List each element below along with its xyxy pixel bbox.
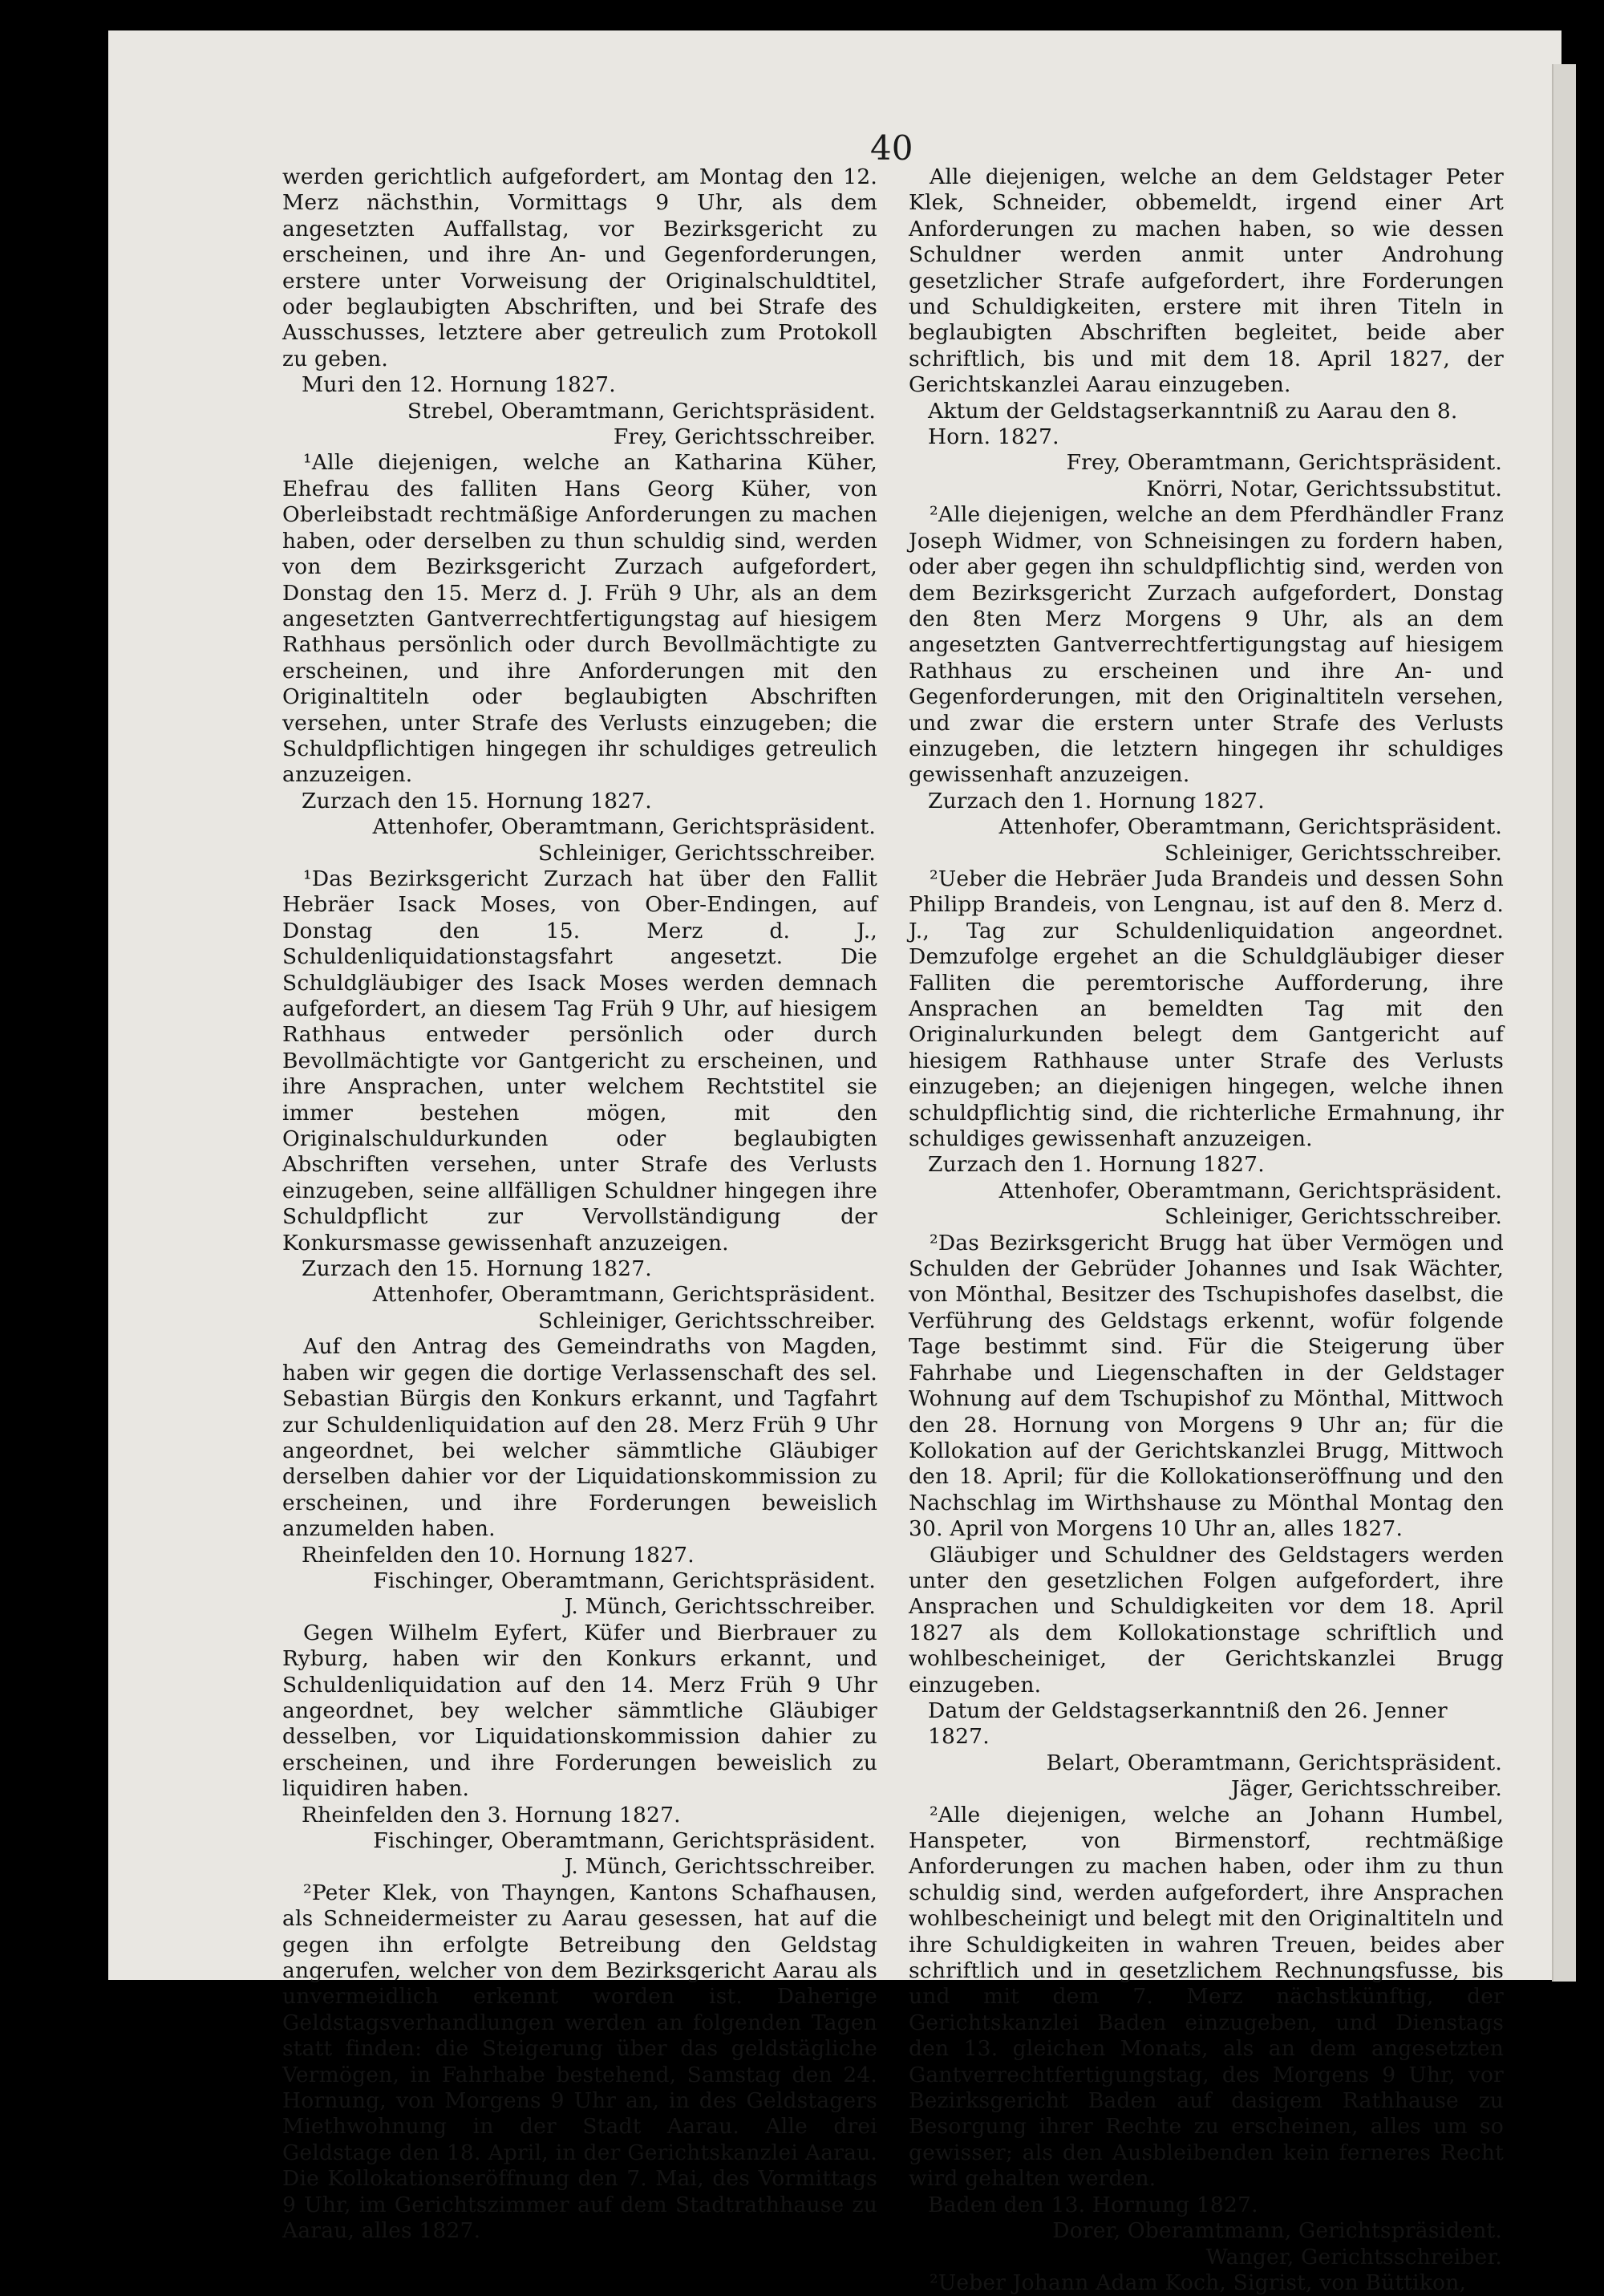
dateline: Zurzach den 15. Hornung 1827.: [302, 1256, 652, 1282]
signature-line: Frey, Oberamtmann, Gerichtspräsident.: [1066, 450, 1502, 476]
signature-line: Fischinger, Oberamtmann, Gerichtspräsident.: [373, 1568, 876, 1593]
notice-paragraph: ²Ueber Johann Adam Koch, Sigrist, von Büttikon,: [930, 2270, 1467, 2295]
right-column: [909, 164, 1504, 2296]
signature-line: Attenhofer, Oberamtmann, Gerichtspräsident.: [372, 814, 876, 840]
signature-line: Schleiniger, Gerichtsschreiber.: [1165, 1204, 1502, 1230]
signature-line: Frey, Gerichtsschreiber.: [613, 424, 876, 450]
dateline: Baden den 13. Hornung 1827.: [928, 2192, 1258, 2217]
dateline: Rheinfelden den 3. Hornung 1827.: [302, 1802, 681, 1827]
notice-paragraph: Alle diejenigen, welche an dem Geldstager Peter Klek, Schneider, obbemeldt, irgend einer Art Anforderungen zu machen haben, so wie dessen Schuldner werden anmit unter Androhung gesetzlicher Strafe aufgefordert, ihre Forderungen und Schuldigkeiten, erstere mit ihren Titeln in beglaubigten Abschriften begleitet, beide aber schriftlich, bis und mit dem 18. April 1827, der Gerichtskanzlei Aarau einzugeben.: [909, 164, 1504, 398]
notice-paragraph: Gläubiger und Schuldner des Geldstagers werden unter den gesetzlichen Folgen aufgefordert, ihre Ansprachen und Schuldigkeiten vor dem 18. April 1827 als dem Kollokationstage schriftlich und wohlbescheiniget, der Gerichtskanzlei Brugg einzugeben.: [909, 1542, 1504, 1698]
dateline: Zurzach den 15. Hornung 1827.: [302, 788, 652, 813]
signature-line: J. Münch, Gerichtsschreiber.: [564, 1594, 876, 1620]
signature-line: Fischinger, Oberamtmann, Gerichtspräsident.: [373, 1828, 876, 1853]
signature-line: Strebel, Oberamtmann, Gerichtspräsident.: [407, 398, 876, 424]
notice-paragraph: ²Ueber die Hebräer Juda Brandeis und dessen Sohn Philipp Brandeis, von Lengnau, ist auf den 8. Merz d. J., Tag zur Schuldenliquidation angeordnet. Demzufolge ergehet an die Schuldgläubiger dieser Falliten die peremtorische Aufforderung, ihre Ansprachen an bemeldten Tag mit den Originalurkunden belegt dem Gantgericht auf hiesigem Rathhause unter Strafe des Verlusts einzugeben; an diejenigen hingegen, welche ihnen schuldpflichtig sind, die richterliche Ermahnung, ihr schuldiges gewissenhaft anzuzeigen.: [909, 866, 1504, 1152]
signature-line: Attenhofer, Oberamtmann, Gerichtspräsident.: [998, 1178, 1502, 1203]
signature-line: Jäger, Gerichtsschreiber.: [1231, 1776, 1502, 1802]
notice-paragraph: ²Alle diejenigen, welche an Johann Humbel, Hanspeter, von Birmenstorf, rechtmäßige Anforderungen zu machen haben, oder ihm zu thun schuldig sind, werden aufgefordert, ihre Ansprachen wohlbescheinigt und belegt mit den Originaltiteln und ihre Schuldigkeiten in wahren Treuen, beides aber schriftlich und in gesetzlichem Rechnungsfusse, bis und mit dem 7. Merz nächstkünftig, der Gerichtskanzlei Baden einzugeben, und Dienstags den 13. gleichen Monats, als an dem angesetzten Gantverrechtfertigungstag, des Morgens 9 Uhr, vor Bezirksgericht Baden auf dasigem Rathhause zu Besorgung ihrer Rechte zu erscheinen, alles um so gewisser; als den Ausbleibenden kein ferneres Recht wird gehalten werden.: [909, 1802, 1505, 2192]
signature-line: Attenhofer, Oberamtmann, Gerichtspräsident.: [998, 814, 1502, 840]
signature-line: Knörri, Notar, Gerichtssubstitut.: [1146, 476, 1502, 501]
notice-paragraph: Gegen Wilhelm Eyfert, Küfer und Bierbrauer zu Ryburg, haben wir den Konkurs erkannt, und Schuldenliquidation auf den 14. Merz Früh 9 Uhr angeordnet, bey welcher sämmtliche Gläubiger desselben, vor Liquidationskommission dahier zu erscheinen, und ihre Forderungen beweislich zu liquidiren haben.: [282, 1620, 877, 1802]
notice-paragraph: Auf den Antrag des Gemeindraths von Magden, haben wir gegen die dortige Verlassenschaft des sel. Sebastian Bürgis den Konkurs erkannt, und Tagfahrt zur Schuldenliquidation auf den 28. Merz Früh 9 Uhr angeordnet, bei welcher sämmtliche Gläubiger derselben dahier vor der Liquidationskommission zu erscheinen, und ihre Forderungen beweislich anzumelden haben.: [282, 1334, 877, 1542]
notice-paragraph: werden gerichtlich aufgefordert, am Montag den 12. Merz nächsthin, Vormittags 9 Uhr, als dem angesetzten Auffallstag, vor Bezirksgericht zu erscheinen, und ihre An- und Gegenforderungen, erstere unter Vorweisung der Originalschuldtitel, oder beglaubigten Abschriften, und bei Strafe des Ausschusses, letztere aber getreulich zum Protokoll zu geben.: [282, 164, 877, 371]
dateline: Zurzach den 1. Hornung 1827.: [928, 1152, 1265, 1178]
notice-paragraph: ¹Das Bezirksgericht Zurzach hat über den Fallit Hebräer Isack Moses, von Ober-Endingen, auf Donstag den 15. Merz d. J., Schuldenliquidationstagsfahrt angesetzt. Die Schuldgläubiger des Isack Moses werden demnach aufgefordert, an diesem Tag Früh 9 Uhr, auf hiesigem Rathhaus entweder persönlich oder durch Bevollmächtigte vor Gantgericht zu erscheinen, und ihre Ansprachen, unter welchem Rechtstitel sie immer bestehen mögen, mit den Originalschuldurkunden oder beglaubigten Abschriften versehen, unter Strafe des Verlusts einzugeben, seine allfälligen Schuldner hingegen ihre Schuldpflicht zur Vervollständigung der Konkursmasse gewissenhaft anzuzeigen.: [282, 866, 877, 1255]
left-column: [282, 164, 877, 2245]
notice-paragraph: ¹Alle diejenigen, welche an Katharina Küher, Ehefrau des falliten Hans Georg Küher, von Oberleibstadt rechtmäßige Anforderungen zu machen haben, oder derselben zu thun schuldig sind, werden von dem Bezirksgericht Zurzach aufgefordert, Donstag den 15. Merz d. J. Früh 9 Uhr, als an dem angesetzten Gantverrechtfertigungstag auf hiesigem Rathhaus persönlich oder durch Bevollmächtigte zu erscheinen, und ihre Anforderungen mit den Originaltiteln oder beglaubigten Abschriften versehen, unter Strafe des Verlusts einzugeben; die Schuldpflichtigen hingegen ihr schuldiges getreulich anzuzeigen.: [282, 450, 877, 788]
dateline: Rheinfelden den 10. Hornung 1827.: [302, 1542, 695, 1568]
page-number: 40: [870, 128, 913, 168]
notice-paragraph: ²Alle diejenigen, welche an dem Pferdhändler Franz Joseph Widmer, von Schneisingen zu fordern haben, oder aber gegen ihn schuldpflichtig sind, werden von dem Bezirksgericht Zurzach aufgefordert, Donstag den 8ten Merz Morgens 9 Uhr, als an dem angesetzten Gantverrechtfertigungstag auf hiesigem Rathhaus zu erscheinen und ihre An- und Gegenforderungen, mit den Originaltiteln versehen, und zwar die erstern unter Strafe des Verlusts einzugeben, die letztern hingegen ihr schuldiges gewissenhaft anzuzeigen.: [909, 502, 1504, 788]
signature-line: Schleiniger, Gerichtsschreiber.: [1165, 840, 1502, 866]
notice-paragraph: ²Peter Klek, von Thayngen, Kantons Schafhausen, als Schneidermeister zu Aarau gesessen, hat auf die gegen ihn erfolgte Betreibung den Geldstag angerufen, welcher von dem Bezirksgericht Aarau als unvermeidlich erkennt worden ist. Daherige Geldstagsverhandlungen werden an folgenden Tagen statt finden: die Steigerung über das geldstägliche Vermögen, in Fahrhabe bestehend, Samstag den 24. Hornung, von Morgens 9 Uhr an, in des Geldstagers Miethwohnung in der Stadt Aarau. Alle drei Geldstage den 18. April, in der Gerichtskanzlei Aarau. Die Kollokationseröffnung den 7. Mai, des Vormittags 9 Uhr, im Gerichtszimmer auf dem Stadtrathhause zu Aarau, alles 1827.: [282, 1880, 877, 2244]
signature-line: Schleiniger, Gerichtsschreiber.: [538, 840, 876, 866]
page-edge: [1552, 64, 1576, 1982]
signature-line: Attenhofer, Oberamtmann, Gerichtspräsident.: [372, 1282, 876, 1308]
signature-line: Wanger, Gerichtsschreiber.: [1205, 2244, 1502, 2270]
dateline: Zurzach den 1. Hornung 1827.: [928, 788, 1265, 813]
signature-line: Schleiniger, Gerichtsschreiber.: [538, 1308, 876, 1333]
signature-line: J. Münch, Gerichtsschreiber.: [564, 1854, 876, 1880]
dateline: Aktum der Geldstagserkanntniß zu Aarau den 8. Horn. 1827.: [928, 398, 1458, 450]
dateline: Datum der Geldstagserkanntniß den 26. Jenner 1827.: [928, 1698, 1448, 1750]
dateline: Muri den 12. Hornung 1827.: [302, 372, 616, 398]
signature-line: Belart, Oberamtmann, Gerichtspräsident.: [1046, 1750, 1502, 1775]
notice-paragraph: ²Das Bezirksgericht Brugg hat über Vermögen und Schulden der Gebrüder Johannes und Isak Wächter, von Mönthal, Besitzer des Tschupishofes daselbst, die Verführung des Geldstags erkennt, wofür folgende Tage bestimmt sind. Für die Steigerung über Fahrhabe und Liegenschaften in der Geldstager Wohnung auf dem Tschupishof zu Mönthal, Mittwoch den 28. Hornung von Morgens 9 Uhr an; für die Kollokation auf der Gerichtskanzlei Brugg, Mittwoch den 18. April; für die Kollokationseröffnung und den Nachschlag im Wirthshause zu Mönthal Montag den 30. April von Morgens 10 Uhr an, alles 1827.: [909, 1230, 1504, 1542]
signature-line: Dorer, Oberamtmann, Gerichtspräsident.: [1052, 2218, 1502, 2244]
